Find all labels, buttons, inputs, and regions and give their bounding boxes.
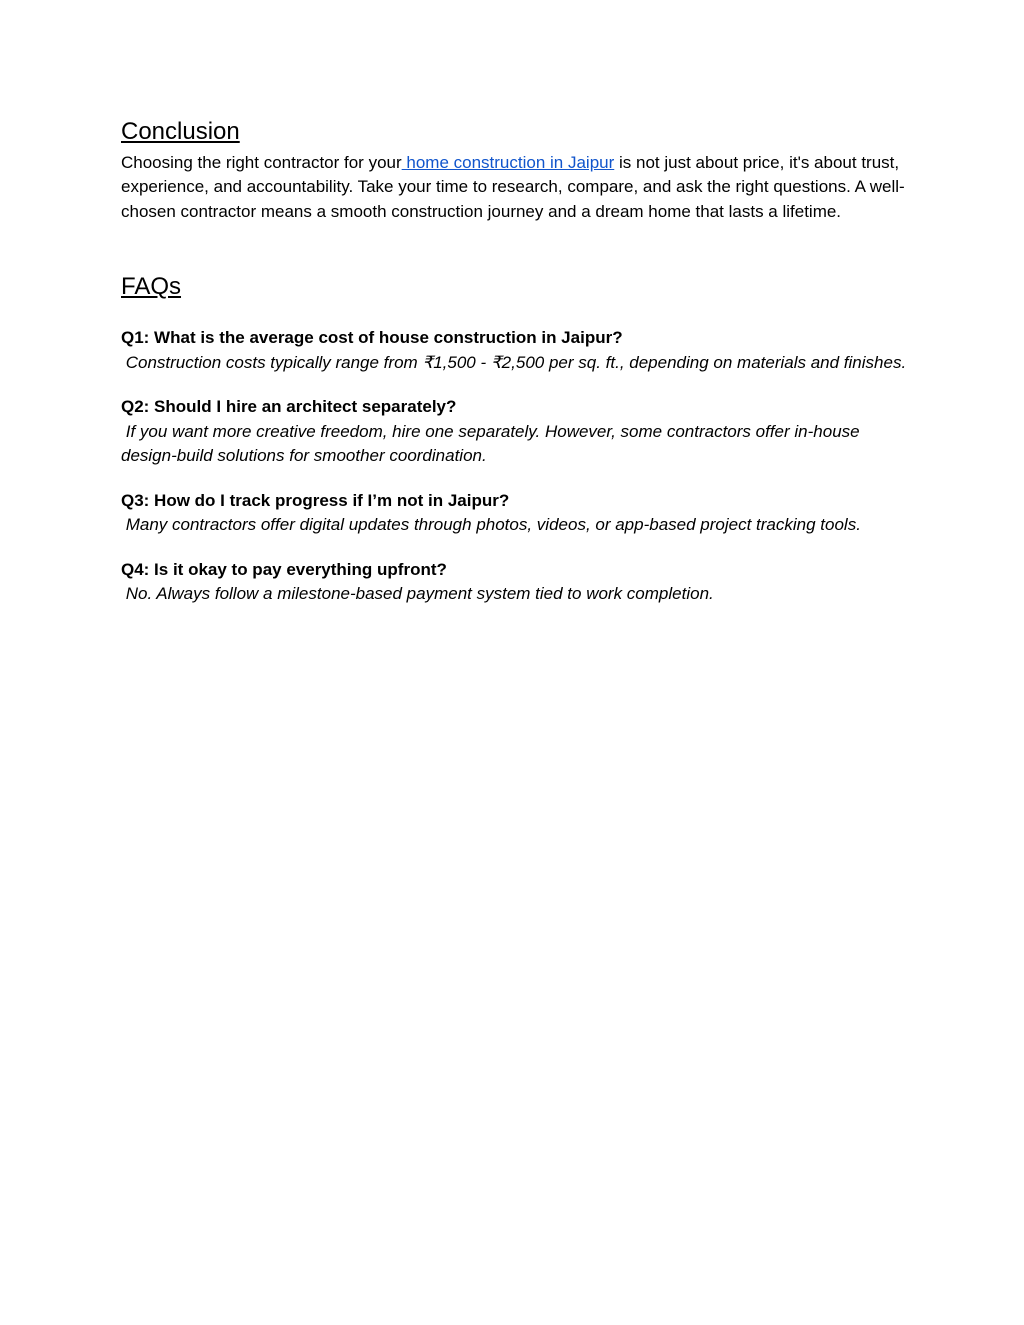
faq-item — [121, 326, 911, 375]
faq-item — [121, 395, 911, 469]
faq-question: Q1: What is the average cost of house construction in Jaipur? — [121, 328, 623, 348]
faqs-section — [121, 273, 911, 606]
conclusion-section — [121, 118, 911, 224]
faq-answer — [121, 513, 911, 538]
home-construction-link[interactable]: home construction in Jaipur — [401, 152, 615, 172]
faq-question: Q4: Is it okay to pay everything upfront? — [121, 559, 447, 579]
faq-list — [121, 326, 911, 607]
faq-answer-text: Construction costs typically range from ₹1,500 - ₹2,500 per sq. ft., depending on materials and finishes. — [125, 352, 907, 372]
conclusion-text-start: Choosing the right contractor for your — [121, 152, 402, 172]
conclusion-heading: Conclusion — [121, 118, 240, 145]
faq-question: Q3: How do I track progress if I’m not in Jaipur? — [121, 490, 510, 510]
faq-answer — [121, 351, 911, 376]
faq-item — [121, 489, 911, 538]
document-page — [121, 118, 911, 627]
faq-item — [121, 558, 911, 607]
conclusion-paragraph — [121, 151, 911, 225]
faq-answer — [121, 420, 911, 469]
faq-answer-text: If you want more creative freedom, hire one separately. However, some contractors offer in-house design-build solutions for smoother coordination. — [121, 421, 860, 466]
faq-answer-text: Many contractors offer digital updates through photos, videos, or app-based project tracking tools. — [125, 515, 861, 535]
faqs-heading: FAQs — [121, 273, 182, 301]
conclusion-text-end: is not just about price, it's about trust, experience, and accountability. Take your time to research, compare, and ask the right questions. A well-chosen contractor means a smooth construction journey and a dream home that lasts a lifetime. — [121, 152, 905, 221]
faq-answer-text: No. Always follow a milestone-based payment system tied to work completion. — [125, 584, 714, 604]
faq-answer — [121, 582, 911, 607]
faq-question: Q2: Should I hire an architect separately? — [121, 397, 457, 417]
